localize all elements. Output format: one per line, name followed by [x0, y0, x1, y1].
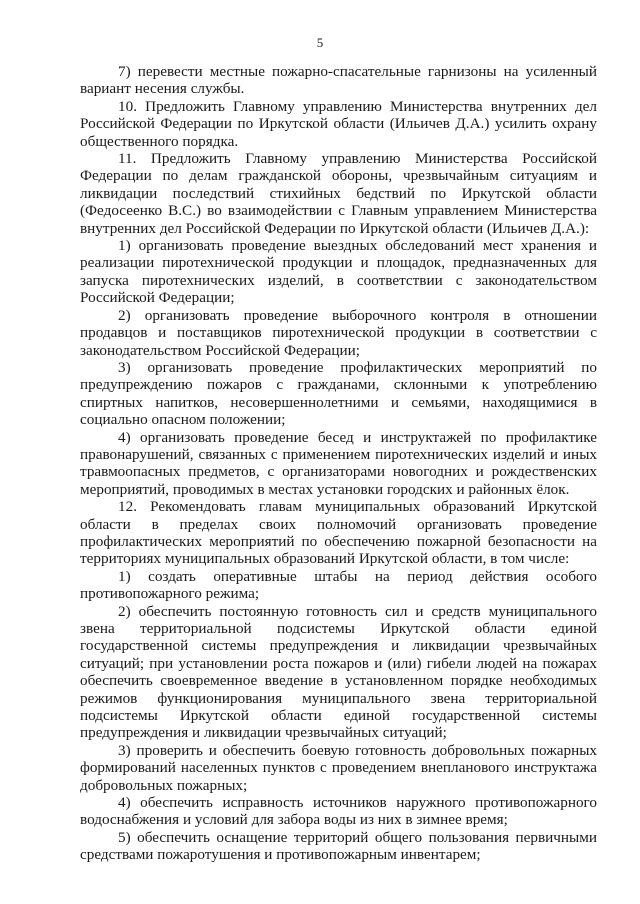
paragraph-11-item-4: 4) организовать проведение бесед и инструктажей по профилактике правонарушений, связанных с применением пиротехнических изделий и иных травмоопасных предметов, с организаторами новогодних и рождественских мероприятий, проводимых в местах установки городских и районных ёлок.	[80, 428, 597, 498]
paragraph-12-item-1: 1) создать оперативные штабы на период действия особого противопожарного режима;	[80, 567, 597, 603]
paragraph-12-municipal: 12. Рекомендовать главам муниципальных образований Иркутской области в пределах своих полномочий организовать проведение профилактических мероприятий по обеспечению пожарной безопасности на территориях муниципальных образований Иркутской области, в том числе:	[80, 498, 597, 568]
document-body	[80, 63, 597, 864]
paragraph-12-item-2: 2) обеспечить постоянную готовность сил и средств муниципального звена территориальной подсистемы Иркутской области единой государственной системы предупреждения и ликвидации чрезвычайных ситуаций; при установлении роста пожаров и (или) гибели людей на пожарах обеспечить своевременное введение в установленном порядке необходимых режимов функционирования муниципального звена территориальной подсистемы Иркутской области единой государственной системы предупреждения и ликвидации чрезвычайных ситуаций;	[80, 602, 597, 742]
paragraph-12-item-4: 4) обеспечить исправность источников наружного противопожарного водоснабжения и условий для забора воды из них в зимнее время;	[80, 794, 597, 829]
paragraph-11-mchs: 11. Предложить Главному управлению Министерства Российской Федерации по делам гражданской обороны, чрезвычайным ситуациям и ликвидации последствий стихийных бедствий по Иркутской области (Федосеенко В.С.) во взаимодействии с Главным управлением Министерства внутренних дел Российской Федерации по Иркутской области (Ильичев Д.А.):	[80, 150, 597, 237]
page-number: 5	[316, 35, 324, 50]
paragraph-10-mvd: 10. Предложить Главному управлению Министерства внутренних дел Российской Федерации по Иркутской области (Ильичев Д.А.) усилить охрану общественного порядка.	[80, 97, 597, 150]
paragraph-11-item-3: 3) организовать проведение профилактических мероприятий по предупреждению пожаров с гражданами, склонными к употреблению спиртных напитков, несовершеннолетними и семьями, находящимися в социально опасном положении;	[80, 358, 597, 429]
paragraph-12-item-5: 5) обеспечить оснащение территорий общего пользования первичными средствами пожаротушения и противопожарным инвентарем;	[80, 828, 597, 864]
paragraph-12-item-3: 3) проверить и обеспечить боевую готовность добровольных пожарных формирований населенных пунктов с проведением внепланового инструктажа добровольных пожарных;	[80, 741, 597, 794]
paragraph-11-item-2: 2) организовать проведение выборочного контроля в отношении продавцов и поставщиков пиротехнической продукции в соответствии с законодательством Российской Федерации;	[80, 306, 597, 359]
paragraph-7-garrisons: 7) перевести местные пожарно-спасательные гарнизоны на усиленный вариант несения службы.	[80, 63, 597, 98]
paragraph-11-item-1: 1) организовать проведение выездных обследований мест хранения и реализации пиротехнической продукции и площадок, предназначенных для запуска пиротехнических изделий, в соответствии с законодательством Российской Федерации;	[80, 237, 597, 307]
